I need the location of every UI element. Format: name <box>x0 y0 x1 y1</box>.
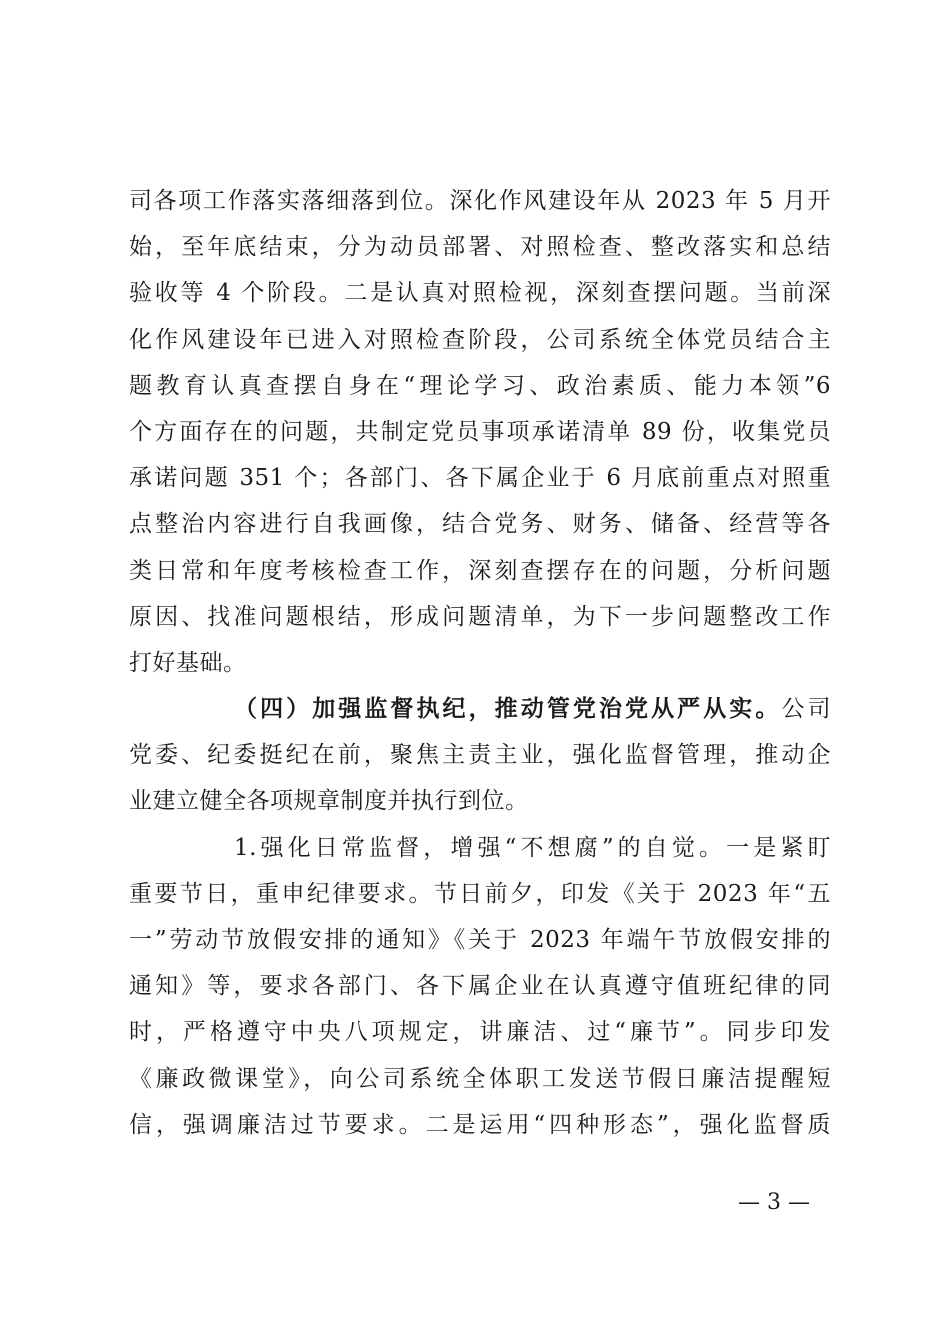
paragraph-continuation <box>129 178 831 686</box>
paragraph-section-four <box>129 686 831 825</box>
page-number: — 3 — <box>738 1190 810 1215</box>
text-line: 类日常和年度考核检查工作，深刻查摆存在的问题，分析问题 <box>129 557 831 584</box>
text-line: 个方面存在的问题，共制定党员事项承诺清单 89 份，收集党员 <box>129 418 831 445</box>
text-line: 打好基础。 <box>129 649 247 676</box>
text-line: 司各项工作落实落细落到位。深化作风建设年从 2023 年 5 月开 <box>129 188 831 214</box>
text-line: 承诺问题 351 个；各部门、各下属企业于 6 月底前重点对照重 <box>129 465 831 492</box>
text-line: 信，强调廉洁过节要求。二是运用“四种形态”，强化监督质 <box>129 1111 831 1138</box>
section-heading-rest: 公司 <box>781 696 832 723</box>
text-line: 题教育认真查摆自身在“理论学习、政治素质、能力本领”6 <box>129 372 831 399</box>
text-line: 《廉政微课堂》，向公司系统全体职工发送节假日廉洁提醒短 <box>129 1065 831 1092</box>
section-heading: （四）加强监督执纪，推动管党治党从严从实。 <box>234 695 782 723</box>
text-line: 重要节日，重申纪律要求。节日前夕，印发《关于 2023 年“五 <box>129 880 831 907</box>
text-line: 化作风建设年已进入对照检查阶段，公司系统全体党员结合主 <box>129 326 831 353</box>
section-heading-line <box>129 686 831 732</box>
item-heading-line: 1.强化日常监督，增强“不想腐”的自觉。一是紧盯 <box>234 834 831 861</box>
text-line: 验收等 4 个阶段。二是认真对照检视，深刻查摆问题。当前深 <box>129 280 831 307</box>
text-line: 党委、纪委挺纪在前，聚焦主责主业，强化监督管理，推动企 <box>129 742 831 769</box>
text-line: 原因、找准问题根结，形成问题清单，为下一步问题整改工作 <box>129 603 831 630</box>
text-line: 一”劳动节放假安排的通知》《关于 2023 年端午节放假安排的 <box>129 927 831 953</box>
paragraph-item-one <box>129 825 831 1148</box>
text-line: 业建立健全各项规章制度并执行到位。 <box>129 788 529 815</box>
document-body <box>129 178 831 1148</box>
text-line: 始，至年底结束，分为动员部署、对照检查、整改落实和总结 <box>129 234 831 261</box>
text-line: 时，严格遵守中央八项规定，讲廉洁、过“廉节”。同步印发 <box>129 1019 831 1046</box>
text-line: 通知》等，要求各部门、各下属企业在认真遵守值班纪律的同 <box>129 973 831 1000</box>
text-line: 点整治内容进行自我画像，结合党务、财务、储备、经营等各 <box>129 511 831 538</box>
